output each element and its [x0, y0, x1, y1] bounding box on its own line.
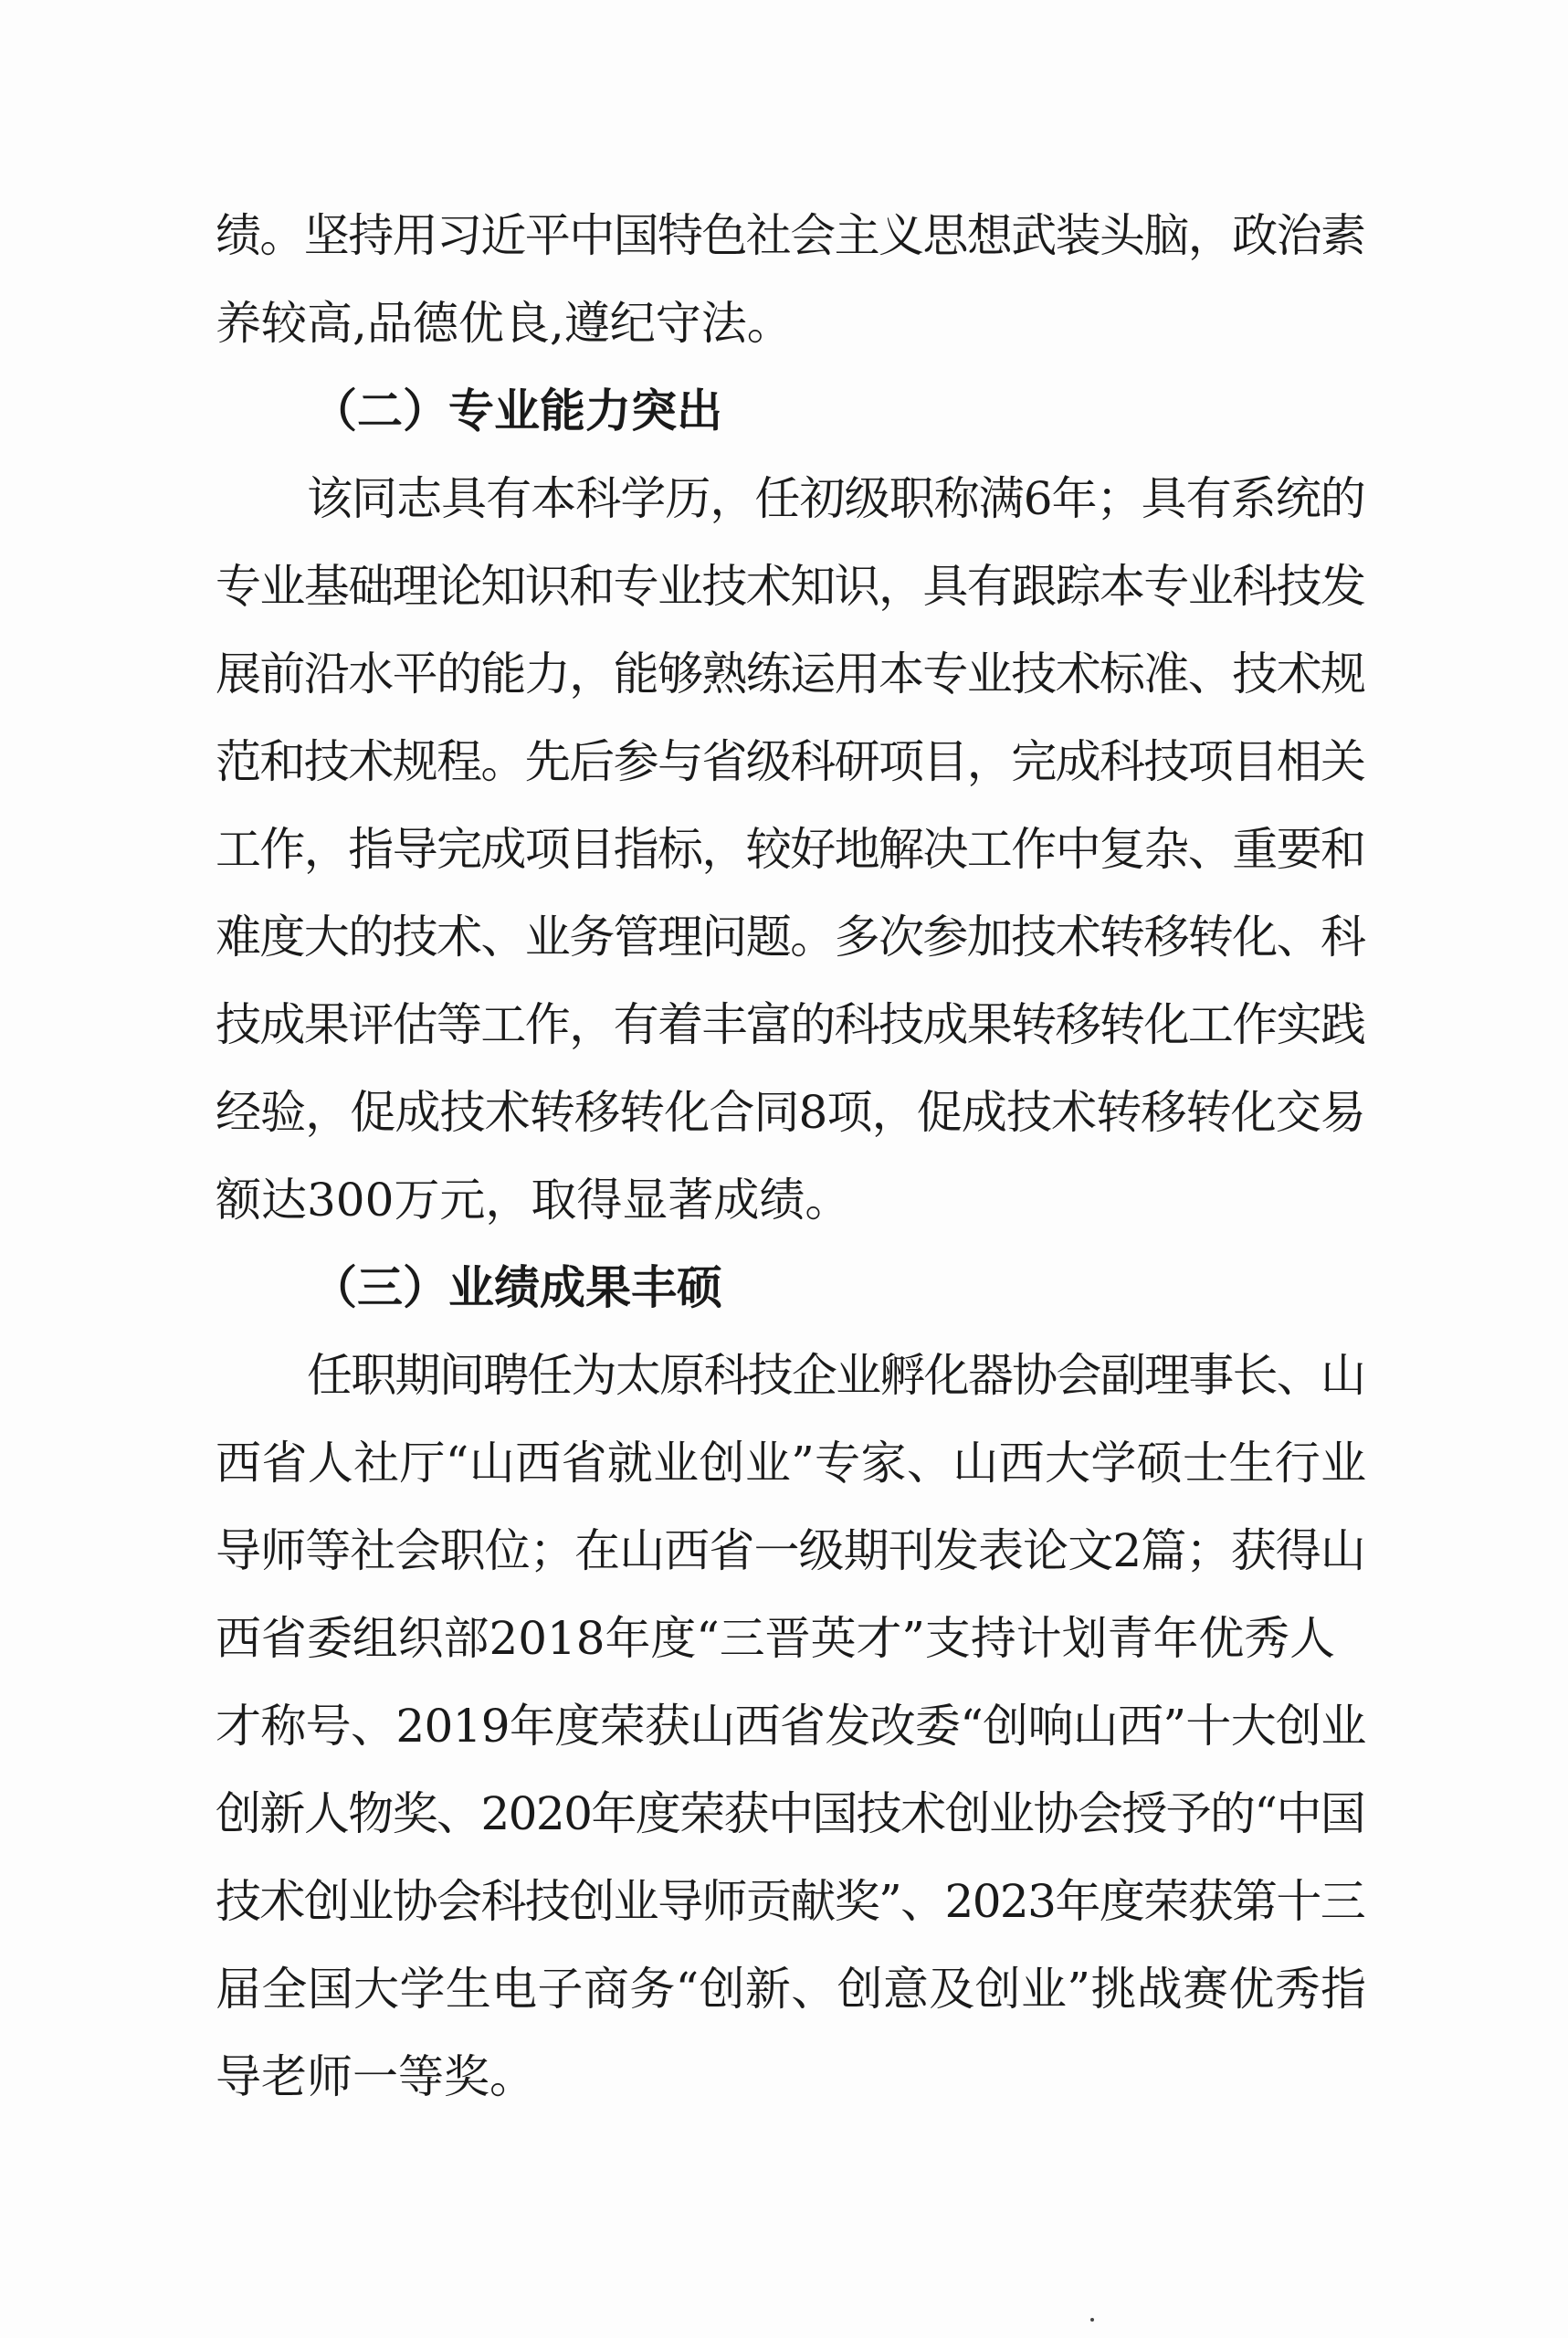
paragraph-3-line-1: 任职期间聘任为太原科技企业孵化器协会副理事长、山: [307, 1349, 1365, 1402]
paragraph-3-line-4: 西省委组织部2018年度“三晋英才”支持计划青年优秀人: [216, 1612, 1336, 1665]
paragraph-2-line-5: 工作，指导完成项目指标，较好地解决工作中复杂、重要和: [216, 823, 1365, 876]
paragraph-1-line-2: 养较高,品德优良,遵纪守法。: [216, 297, 793, 350]
paragraph-3-line-5: 才称号、2019年度荣获山西省发改委“创响山西”十大创业: [216, 1700, 1366, 1753]
paragraph-3-line-8: 届全国大学生电子商务“创新、创意及创业”挑战赛优秀指: [216, 1963, 1367, 2016]
paragraph-2-line-6: 难度大的技术、业务管理问题。多次参加技术转移转化、科: [216, 911, 1365, 964]
paragraph-2-line-8: 经验，促成技术转移转化合同8项，促成技术转移转化交易: [216, 1086, 1365, 1139]
paragraph-2-line-9: 额达300万元，取得显著成绩。: [216, 1174, 851, 1227]
paragraph-2-line-7: 技成果评估等工作，有着丰富的科技成果转移转化工作实践: [216, 998, 1365, 1051]
page-speck: [1090, 2318, 1094, 2322]
paragraph-3-line-7: 技术创业协会科技创业导师贡献奖”、2023年度荣获第十三: [216, 1875, 1365, 1928]
paragraph-1-line-1: 绩。坚持用习近平中国特色社会主义思想武装头脑，政治素: [216, 209, 1365, 262]
paragraph-3-line-6: 创新人物奖、2020年度荣获中国技术创业协会授予的“中国: [216, 1787, 1365, 1840]
paragraph-3-line-3: 导师等社会职位；在山西省一级期刊发表论文2篇；获得山: [216, 1524, 1365, 1577]
paragraph-2-line-3: 展前沿水平的能力，能够熟练运用本专业技术标准、技术规: [216, 648, 1365, 700]
section-heading-2: （二）专业能力突出: [311, 384, 722, 437]
paragraph-2-line-1: 该同志具有本科学历，任初级职称满6年；具有系统的: [307, 472, 1365, 525]
paragraph-3-line-2: 西省人社厅“山西省就业创业”专家、山西大学硕士生行业: [216, 1437, 1367, 1490]
paragraph-3-line-9: 导老师一等奖。: [216, 2050, 535, 2103]
paragraph-2-line-2: 专业基础理论知识和专业技术知识，具有跟踪本专业科技发: [216, 560, 1365, 613]
paragraph-2-line-4: 范和技术规程。先后参与省级科研项目，完成科技项目相关: [216, 735, 1365, 788]
section-heading-3: （三）业绩成果丰硕: [311, 1261, 722, 1314]
